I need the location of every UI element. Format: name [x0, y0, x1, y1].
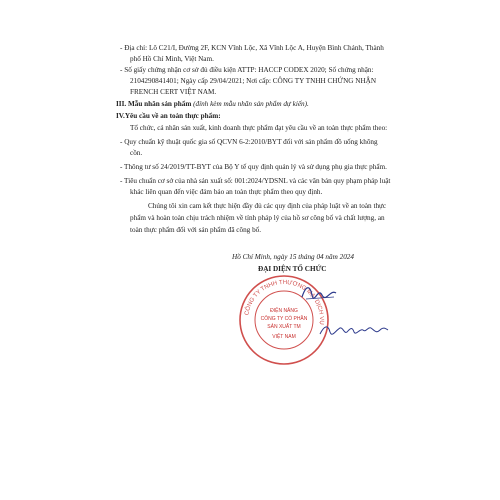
signer-title: ĐẠI DIỆN TỔ CHỨC [258, 265, 327, 273]
certificate-line-1: - Số giấy chứng nhận cơ sở đủ điều kiện ATTP: HACCP CODEX 2020; Số chứng nhận: [120, 66, 374, 74]
seal-center-line-1: ĐIỆN NĂNG [270, 308, 298, 314]
requirement-3-line-1: - Tiêu chuẩn cơ sở của nhà sản xuất số: 001:2024/YDSNL và các văn bản quy phạm pháp luật [120, 177, 391, 185]
seal-outer-text: CÔNG TY TNHH THƯƠNG MẠI DỊCH VỤ [244, 279, 325, 325]
place-and-date: Hồ Chí Minh, ngày 15 tháng 04 năm 2024 [232, 253, 354, 261]
requirement-1-line-1: - Quy chuẩn kỹ thuật quốc gia số QCVN 6-2:2010/BYT đối với sản phẩm đồ uống không [120, 138, 378, 146]
seal-center-line-2: CÔNG TY CỔ PHẦN [260, 316, 308, 322]
signature-handwritten-name [318, 318, 390, 342]
requirement-2: - Thông tư số 24/2019/TT-BYT của Bộ Y tế quy định quản lý và sử dụng phụ gia thực phẩm. [120, 163, 387, 171]
signature-initials [300, 283, 340, 303]
address-line-1: - Địa chỉ: Lô C21/I, Đường 2F, KCN Vĩnh Lộc, Xã Vĩnh Lộc A, Huyện Bình Chánh, Thành [120, 44, 384, 52]
section-4-title: IV.Yêu cầu về an toàn thực phẩm: [116, 112, 221, 120]
section-3-note: (đính kèm mẫu nhãn sản phẩm dự kiến). [193, 100, 309, 108]
commitment-line-1: Chúng tôi xin cam kết thực hiện đầy đủ các quy định của pháp luật về an toàn thực [148, 202, 387, 210]
commitment-line-2: phẩm và hoàn toàn chịu trách nhiệm về tính pháp lý của hồ sơ công bố và chất lượng, an [130, 214, 385, 222]
certificate-line-3: FRENCH CERT VIỆT NAM. [130, 88, 217, 96]
requirement-3-line-2: khác liên quan đến việc đảm bảo an toàn thực phẩm theo quy định. [130, 188, 323, 196]
section-4-intro: Tổ chức, cá nhân sản xuất, kinh doanh thực phẩm đạt yêu cầu về an toàn thực phẩm theo: [130, 124, 388, 132]
commitment-line-3: toàn thực phẩm đối với sản phẩm đã công bố. [130, 226, 262, 234]
requirement-1-line-2: cồn. [130, 149, 143, 157]
address-line-2: phố Hồ Chí Minh, Việt Nam. [130, 55, 214, 63]
section-3-heading [116, 100, 309, 109]
certificate-line-2: 2104290841401; Ngày cấp 29/04/2021; Nơi cấp: CÔNG TY TNHH CHỨNG NHẬN [130, 77, 377, 85]
section-3-title: III. Mẫu nhãn sản phẩm [116, 100, 192, 108]
seal-bottom-text: VIỆT NAM [272, 334, 296, 340]
seal-center-line-3: SẢN XUẤT TM [267, 324, 301, 330]
